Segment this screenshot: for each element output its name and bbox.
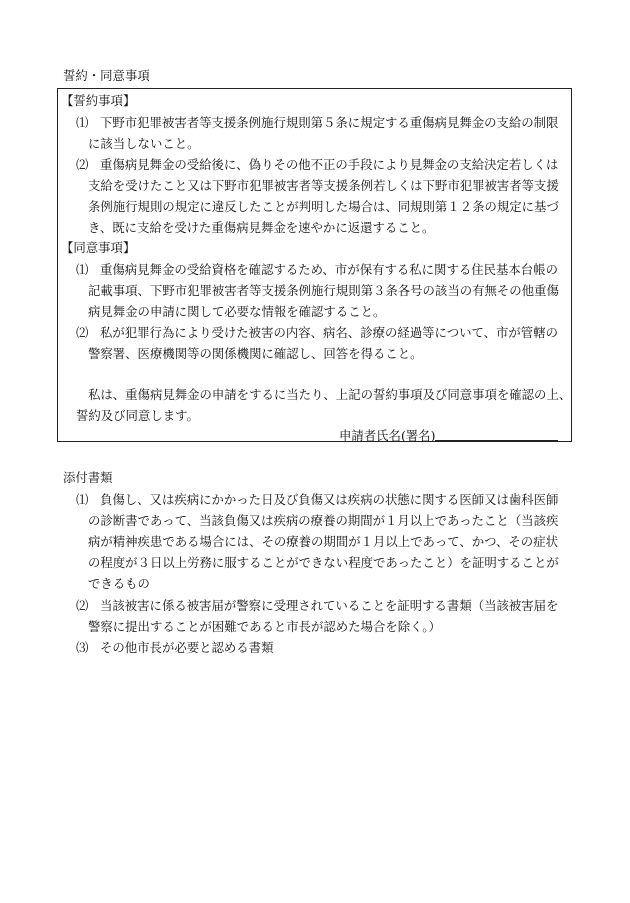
signature-line[interactable]: [435, 440, 558, 441]
attachment-item-1-line-1: 負傷し、又は疾病にかかった日及び負傷又は疾病の状態に関する医師又は歯科医師: [100, 492, 559, 507]
consent-header: 【同意事項】: [61, 240, 136, 255]
pledge-item-1-number: ⑴: [76, 115, 89, 130]
attachment-item-2-line-2: 警察に提出することが困難であると市長が認めた場合を除く。）: [88, 619, 441, 634]
pledge-item-2-line-3: 条例施行規則の規定に違反したことが判明した場合は、同規則第１２条の規定に基づ: [88, 199, 559, 214]
consent-item-1-number: ⑴: [76, 262, 89, 277]
consent-item-1-line-2: 記載事項、下野市犯罪被害者等支援条例施行規則第３条各号の該当の有無その他重傷: [88, 283, 559, 298]
consent-item-2-line-1: 私が犯罪行為により受けた被害の内容、病名、診療の経過等について、市が管轄の: [100, 325, 558, 340]
attachment-item-2-line-1: 当該被害に係る被害届が警察に受理されていることを証明する書類（当該被害届を: [100, 598, 559, 613]
attachment-item-3-number: ⑶: [76, 640, 89, 655]
signature-label: 申請者氏名(署名): [339, 428, 436, 443]
attachment-item-1-line-3: 病が精神疾患である場合には、その療養の期間が１月以上であって、かつ、その症状: [88, 534, 558, 549]
consent-item-2-number: ⑵: [76, 325, 89, 340]
pledge-section-title: 誓約・同意事項: [63, 68, 150, 83]
pledge-header: 【誓約事項】: [61, 93, 136, 108]
pledge-item-2-line-2: 支給を受けたこと又は下野市犯罪被害者等支援条例若しくは下野市犯罪被害者等支援: [88, 178, 559, 193]
attachment-item-3-line-1: その他市長が必要と認める書類: [100, 640, 274, 655]
attachment-item-1-line-2: の診断書であって、当該負傷又は疾病の療養の期間が１月以上であったこと（当該疾: [88, 513, 559, 528]
consent-item-1-line-1: 重傷病見舞金の受給資格を確認するため、市が保有する私に関する住民基本台帳の: [100, 262, 558, 277]
pledge-item-1-line-1: 下野市犯罪被害者等支援条例施行規則第５条に規定する重傷病見舞金の支給の制限: [100, 115, 559, 130]
attachment-item-1-number: ⑴: [76, 492, 89, 507]
declaration-line-1: 私は、重傷病見舞金の申請をするに当たり、上記の誓約事項及び同意事項を確認の上、: [88, 387, 572, 402]
pledge-item-2-line-4: き、既に支給を受けた重傷病見舞金を速やかに返還すること。: [88, 220, 435, 235]
attachment-item-1-line-5: できるもの: [88, 576, 150, 591]
declaration-line-2: 誓約及び同意します。: [76, 408, 199, 423]
pledge-item-2-number: ⑵: [76, 157, 89, 172]
consent-item-1-line-3: 病見舞金の申請に関して必要な情報を確認すること。: [88, 304, 386, 319]
pledge-item-2-line-1: 重傷病見舞金の受給後に、偽りその他不正の手段により見舞金の支給決定若しくは: [100, 157, 559, 172]
attachments-title: 添付書類: [63, 470, 113, 485]
consent-item-2-line-2: 警察署、医療機関等の関係機関に確認し、回答を得ること。: [88, 346, 423, 361]
attachment-item-2-number: ⑵: [76, 598, 89, 613]
pledge-item-1-line-2: に該当しないこと。: [88, 136, 200, 151]
attachment-item-1-line-4: の程度が３日以上労務に服することができない程度であったこと）を証明することが: [88, 555, 559, 570]
